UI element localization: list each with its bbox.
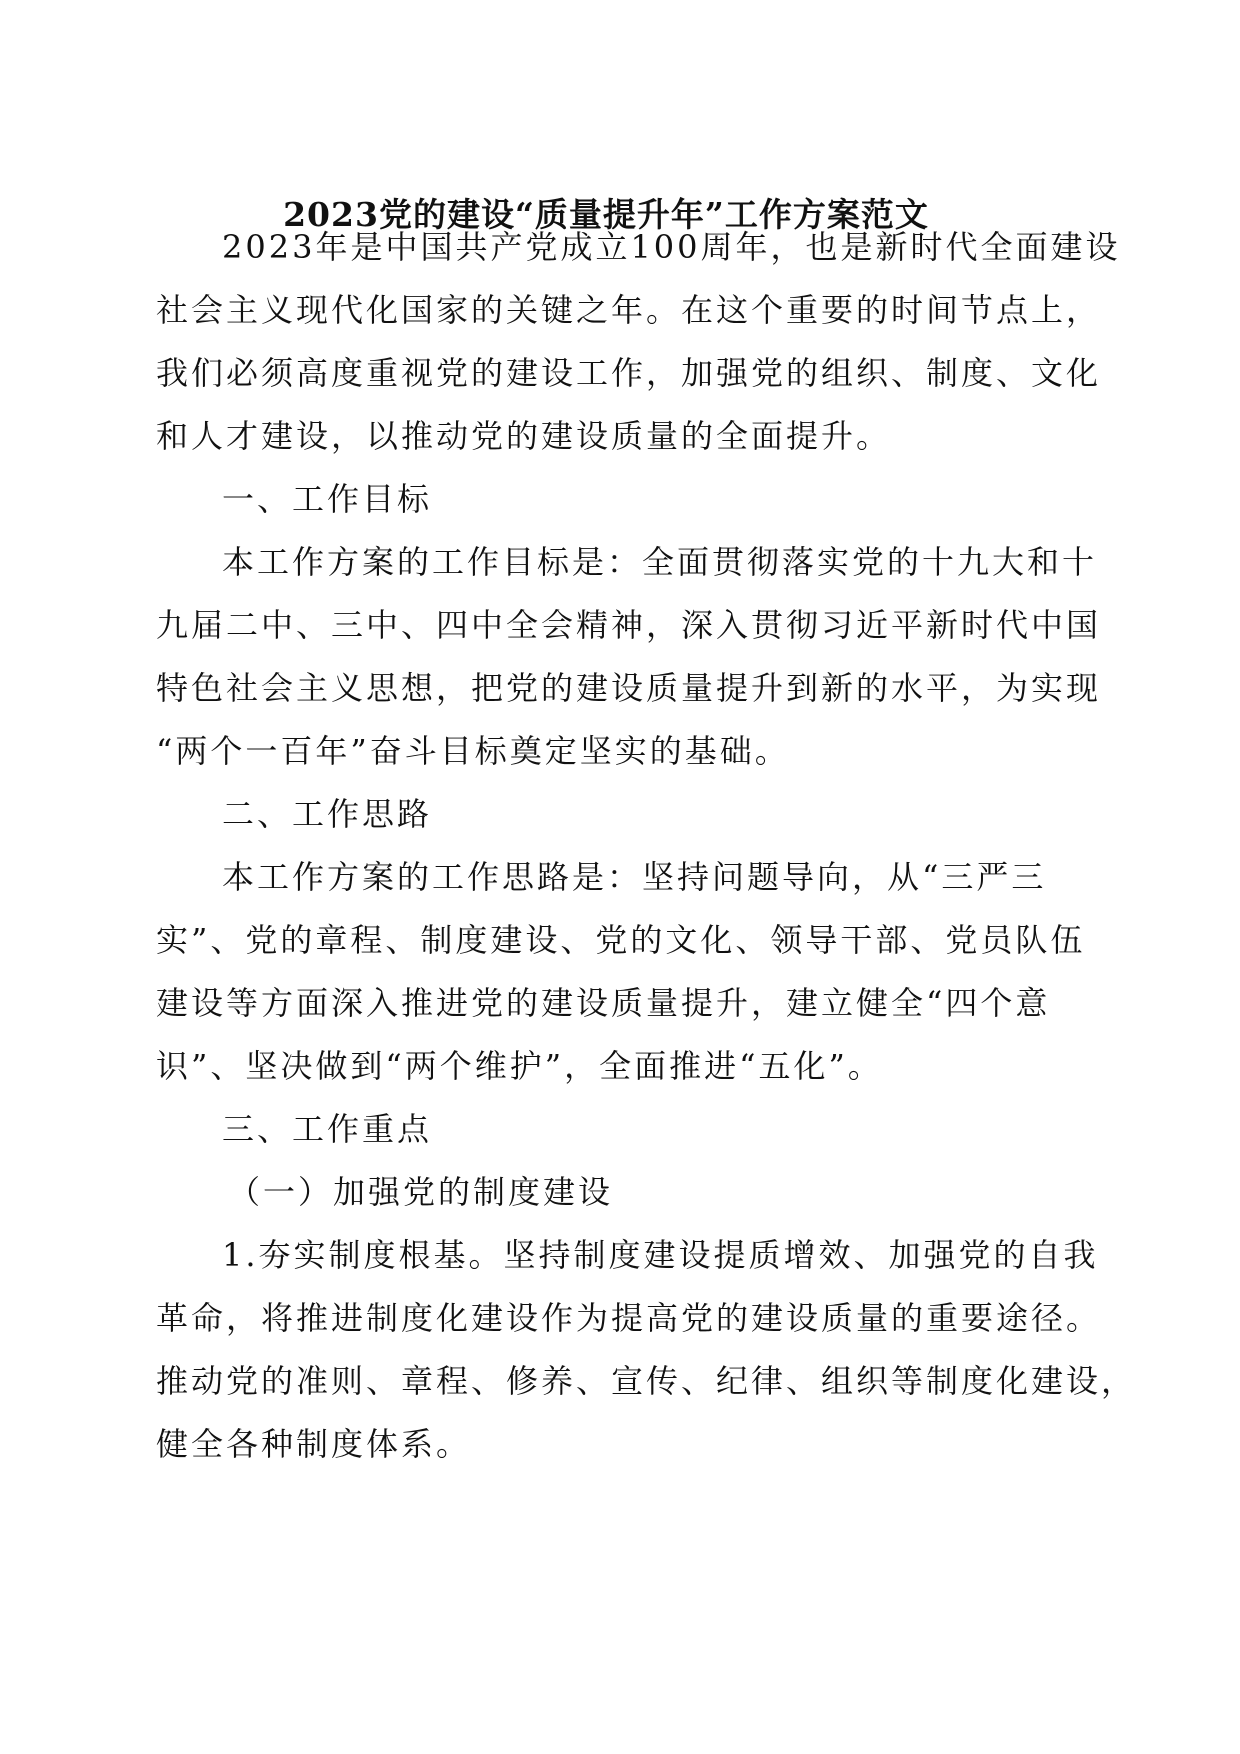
- paragraph-approach-line-4: 识”、坚决做到“两个维护”，全面推进“五化”。: [156, 1047, 883, 1085]
- section-heading-approach: 二、工作思路: [222, 795, 433, 833]
- paragraph-goals-line-4: “两个一百年”奋斗目标奠定坚实的基础。: [156, 732, 790, 770]
- paragraph-item1-line-1: 1.夯实制度根基。坚持制度建设提质增效、加强党的自我: [222, 1236, 1099, 1274]
- paragraph-intro-line-3: 我们必须高度重视党的建设工作，加强党的组织、制度、文化: [156, 354, 1102, 392]
- section-heading-goals: 一、工作目标: [222, 480, 433, 518]
- paragraph-approach-line-1: 本工作方案的工作思路是：坚持问题导向，从“三严三: [222, 858, 1047, 896]
- paragraph-item1-line-4: 健全各种制度体系。: [156, 1425, 472, 1463]
- paragraph-intro-line-2: 社会主义现代化国家的关键之年。在这个重要的时间节点上，: [156, 291, 1102, 329]
- section-heading-focus: 三、工作重点: [222, 1110, 433, 1148]
- paragraph-item1-line-3: 推动党的准则、章程、修养、宣传、纪律、组织等制度化建设，: [156, 1362, 1137, 1400]
- paragraph-approach-line-2: 实”、党的章程、制度建设、党的文化、领导干部、党员队伍: [156, 921, 1086, 959]
- paragraph-intro-line-1: 2023年是中国共产党成立100周年，也是新时代全面建设: [222, 228, 1121, 266]
- paragraph-intro-line-4: 和人才建设，以推动党的建设质量的全面提升。: [156, 417, 892, 455]
- document-title: 2023党的建设“质量提升年”工作方案范文: [283, 195, 929, 234]
- paragraph-goals-line-1: 本工作方案的工作目标是：全面贯彻落实党的十九大和十: [222, 543, 1098, 581]
- paragraph-approach-line-3: 建设等方面深入推进党的建设质量提升，建立健全“四个意: [156, 984, 1051, 1022]
- paragraph-goals-line-3: 特色社会主义思想，把党的建设质量提升到新的水平，为实现: [156, 669, 1102, 707]
- paragraph-goals-line-2: 九届二中、三中、四中全会精神，深入贯彻习近平新时代中国: [156, 606, 1102, 644]
- subsection-heading-system: （一）加强党的制度建设: [228, 1173, 614, 1211]
- paragraph-item1-line-2: 革命，将推进制度化建设作为提高党的建设质量的重要途径。: [156, 1299, 1102, 1337]
